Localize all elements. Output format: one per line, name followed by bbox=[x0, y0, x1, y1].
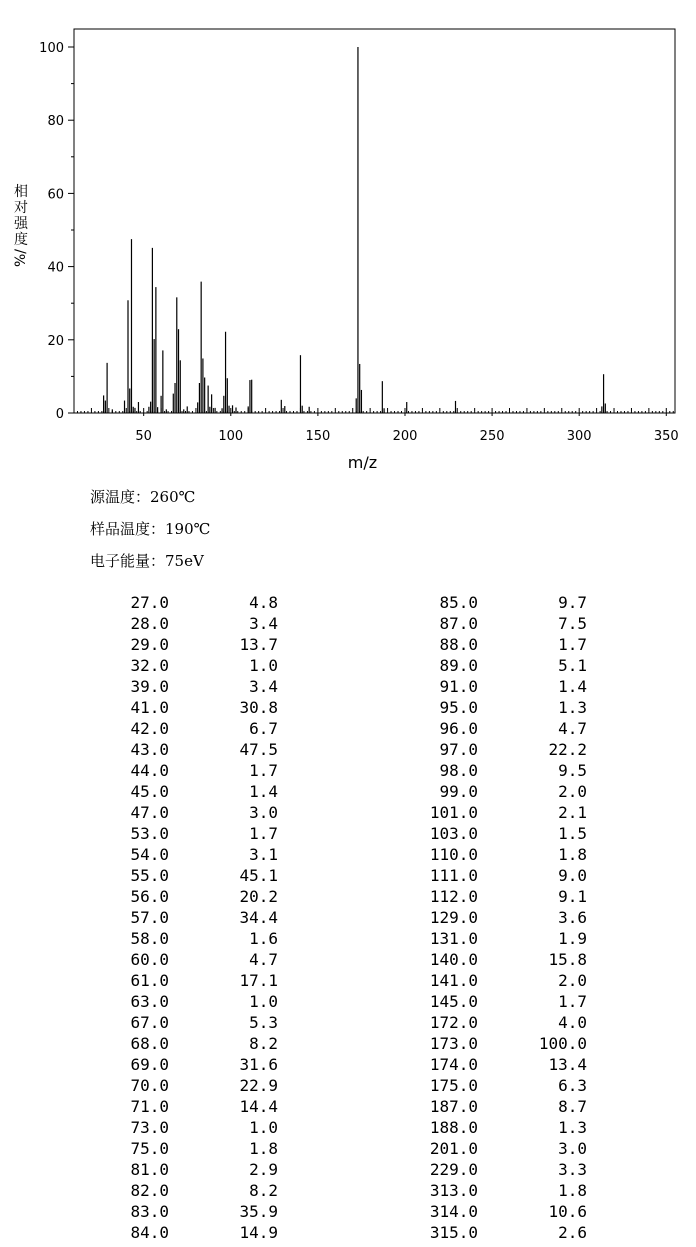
y-tick-label: 20 bbox=[47, 333, 64, 349]
intensity-value: 8.7 bbox=[558, 1097, 587, 1116]
intensity-value: 14.4 bbox=[239, 1097, 278, 1116]
mz-value: 69.0 bbox=[130, 1055, 169, 1074]
mz-value: 39.0 bbox=[130, 677, 169, 696]
mz-value: 172.0 bbox=[429, 1013, 478, 1032]
table-row bbox=[0, 1180, 696, 1201]
mz-value: 173.0 bbox=[429, 1034, 478, 1053]
intensity-value: 1.6 bbox=[249, 929, 278, 948]
x-tick-label: 350 bbox=[653, 429, 679, 444]
intensity-value: 14.9 bbox=[239, 1223, 278, 1242]
intensity-value: 8.2 bbox=[249, 1181, 278, 1200]
intensity-value: 9.7 bbox=[558, 593, 587, 612]
intensity-value: 45.1 bbox=[239, 866, 278, 885]
mz-value: 96.0 bbox=[439, 719, 478, 738]
mz-value: 129.0 bbox=[429, 908, 478, 927]
mz-value: 63.0 bbox=[130, 992, 169, 1011]
intensity-value: 3.3 bbox=[558, 1160, 587, 1179]
x-tick-label: 150 bbox=[305, 429, 331, 444]
intensity-value: 15.8 bbox=[548, 950, 587, 969]
intensity-value: 1.4 bbox=[558, 677, 587, 696]
table-row bbox=[0, 613, 696, 634]
intensity-value: 1.8 bbox=[558, 1181, 587, 1200]
mz-value: 175.0 bbox=[429, 1076, 478, 1095]
mz-value: 41.0 bbox=[130, 698, 169, 717]
mz-value: 45.0 bbox=[130, 782, 169, 801]
intensity-value: 1.7 bbox=[558, 635, 587, 654]
table-row bbox=[0, 739, 696, 760]
table-row bbox=[0, 802, 696, 823]
electron-energy: 电子能量：75eV bbox=[90, 552, 204, 570]
mass-spectrum-chart bbox=[0, 0, 696, 480]
x-tick-label: 200 bbox=[392, 429, 418, 444]
intensity-value: 1.7 bbox=[249, 761, 278, 780]
mz-value: 101.0 bbox=[429, 803, 478, 822]
mz-value: 88.0 bbox=[439, 635, 478, 654]
mz-value: 315.0 bbox=[429, 1223, 478, 1242]
mz-value: 56.0 bbox=[130, 887, 169, 906]
intensity-value: 1.8 bbox=[558, 845, 587, 864]
measurement-conditions bbox=[90, 484, 210, 580]
intensity-value: 1.0 bbox=[249, 1118, 278, 1137]
table-row bbox=[0, 1012, 696, 1033]
y-axis-label-char: %/ bbox=[13, 248, 29, 268]
intensity-value: 1.9 bbox=[558, 929, 587, 948]
intensity-value: 5.3 bbox=[249, 1013, 278, 1032]
mz-value: 201.0 bbox=[429, 1139, 478, 1158]
intensity-value: 22.9 bbox=[239, 1076, 278, 1095]
table-row bbox=[0, 823, 696, 844]
table-row bbox=[0, 1054, 696, 1075]
intensity-value: 1.8 bbox=[249, 1139, 278, 1158]
intensity-value: 3.6 bbox=[558, 908, 587, 927]
intensity-value: 30.8 bbox=[239, 698, 278, 717]
mz-value: 54.0 bbox=[130, 845, 169, 864]
y-axis-label-char: 强 bbox=[14, 216, 28, 232]
intensity-value: 2.0 bbox=[558, 971, 587, 990]
sample-temperature: 样品温度：190℃ bbox=[90, 520, 211, 538]
mz-value: 145.0 bbox=[429, 992, 478, 1011]
mz-value: 47.0 bbox=[130, 803, 169, 822]
intensity-value: 3.0 bbox=[249, 803, 278, 822]
intensity-value: 4.8 bbox=[249, 593, 278, 612]
table-row bbox=[0, 886, 696, 907]
source-temperature: 源温度：260℃ bbox=[90, 488, 196, 506]
x-axis-label: m/z bbox=[347, 453, 378, 472]
mz-value: 44.0 bbox=[130, 761, 169, 780]
intensity-value: 20.2 bbox=[239, 887, 278, 906]
intensity-value: 5.1 bbox=[558, 656, 587, 675]
x-tick-label: 250 bbox=[479, 429, 505, 444]
intensity-value: 1.0 bbox=[249, 656, 278, 675]
table-row bbox=[0, 634, 696, 655]
table-row bbox=[0, 1201, 696, 1222]
y-axis-label-char: 度 bbox=[14, 232, 28, 248]
mz-value: 68.0 bbox=[130, 1034, 169, 1053]
intensity-value: 17.1 bbox=[239, 971, 278, 990]
mz-value: 82.0 bbox=[130, 1181, 169, 1200]
intensity-value: 13.7 bbox=[239, 635, 278, 654]
x-tick-label: 50 bbox=[135, 429, 152, 444]
y-tick-label: 80 bbox=[47, 114, 64, 130]
intensity-value: 2.9 bbox=[249, 1160, 278, 1179]
intensity-value: 6.3 bbox=[558, 1076, 587, 1095]
table-row bbox=[0, 1159, 696, 1180]
mz-value: 314.0 bbox=[429, 1202, 478, 1221]
mz-value: 174.0 bbox=[429, 1055, 478, 1074]
intensity-value: 9.1 bbox=[558, 887, 587, 906]
mz-value: 187.0 bbox=[429, 1097, 478, 1116]
intensity-value: 1.0 bbox=[249, 992, 278, 1011]
mz-value: 28.0 bbox=[130, 614, 169, 633]
intensity-value: 10.6 bbox=[548, 1202, 587, 1221]
table-row bbox=[0, 865, 696, 886]
intensity-value: 13.4 bbox=[548, 1055, 587, 1074]
intensity-value: 9.0 bbox=[558, 866, 587, 885]
mz-value: 58.0 bbox=[130, 929, 169, 948]
table-row bbox=[0, 844, 696, 865]
mz-value: 111.0 bbox=[429, 866, 478, 885]
intensity-value: 3.1 bbox=[249, 845, 278, 864]
mz-value: 73.0 bbox=[130, 1118, 169, 1137]
mz-value: 81.0 bbox=[130, 1160, 169, 1179]
mz-value: 98.0 bbox=[439, 761, 478, 780]
intensity-value: 1.7 bbox=[249, 824, 278, 843]
x-tick-label: 100 bbox=[218, 429, 244, 444]
mz-value: 89.0 bbox=[439, 656, 478, 675]
intensity-value: 3.0 bbox=[558, 1139, 587, 1158]
mz-value: 84.0 bbox=[130, 1223, 169, 1242]
mz-value: 43.0 bbox=[130, 740, 169, 759]
intensity-value: 8.2 bbox=[249, 1034, 278, 1053]
intensity-value: 3.4 bbox=[249, 677, 278, 696]
y-tick-label: 0 bbox=[55, 407, 64, 422]
mz-value: 97.0 bbox=[439, 740, 478, 759]
mz-value: 42.0 bbox=[130, 719, 169, 738]
plot-frame bbox=[74, 29, 675, 413]
intensity-value: 3.4 bbox=[249, 614, 278, 633]
intensity-value: 2.0 bbox=[558, 782, 587, 801]
mz-value: 140.0 bbox=[429, 950, 478, 969]
mz-value: 29.0 bbox=[130, 635, 169, 654]
table-row bbox=[0, 1138, 696, 1159]
mz-value: 188.0 bbox=[429, 1118, 478, 1137]
intensity-value: 7.5 bbox=[558, 614, 587, 633]
intensity-value: 1.3 bbox=[558, 698, 587, 717]
intensity-value: 31.6 bbox=[239, 1055, 278, 1074]
intensity-value: 1.4 bbox=[249, 782, 278, 801]
mz-value: 71.0 bbox=[130, 1097, 169, 1116]
table-row bbox=[0, 1033, 696, 1054]
mz-value: 95.0 bbox=[439, 698, 478, 717]
mz-value: 75.0 bbox=[130, 1139, 169, 1158]
y-axis-label-char: 对 bbox=[14, 200, 28, 216]
intensity-value: 2.1 bbox=[558, 803, 587, 822]
table-row bbox=[0, 592, 696, 613]
mz-value: 103.0 bbox=[429, 824, 478, 843]
mz-value: 32.0 bbox=[130, 656, 169, 675]
table-row bbox=[0, 949, 696, 970]
table-row bbox=[0, 970, 696, 991]
mz-value: 70.0 bbox=[130, 1076, 169, 1095]
mz-value: 229.0 bbox=[429, 1160, 478, 1179]
mz-value: 313.0 bbox=[429, 1181, 478, 1200]
intensity-value: 1.3 bbox=[558, 1118, 587, 1137]
table-row bbox=[0, 655, 696, 676]
intensity-value: 100.0 bbox=[538, 1034, 587, 1053]
mz-value: 110.0 bbox=[429, 845, 478, 864]
intensity-value: 1.7 bbox=[558, 992, 587, 1011]
mz-value: 131.0 bbox=[429, 929, 478, 948]
mz-value: 60.0 bbox=[130, 950, 169, 969]
table-row bbox=[0, 1117, 696, 1138]
y-tick-label: 60 bbox=[47, 187, 64, 203]
table-row bbox=[0, 1075, 696, 1096]
y-tick-label: 100 bbox=[39, 41, 64, 56]
x-tick-label: 300 bbox=[566, 429, 592, 444]
table-row bbox=[0, 907, 696, 928]
table-row bbox=[0, 928, 696, 949]
mz-value: 27.0 bbox=[130, 593, 169, 612]
table-row bbox=[0, 991, 696, 1012]
y-axis-label bbox=[10, 184, 32, 266]
mz-value: 83.0 bbox=[130, 1202, 169, 1221]
mz-value: 57.0 bbox=[130, 908, 169, 927]
mz-value: 67.0 bbox=[130, 1013, 169, 1032]
intensity-value: 2.6 bbox=[558, 1223, 587, 1242]
mz-value: 87.0 bbox=[439, 614, 478, 633]
mz-value: 91.0 bbox=[439, 677, 478, 696]
mz-value: 61.0 bbox=[130, 971, 169, 990]
intensity-value: 4.7 bbox=[558, 719, 587, 738]
intensity-value: 34.4 bbox=[239, 908, 278, 927]
mz-value: 99.0 bbox=[439, 782, 478, 801]
table-row bbox=[0, 718, 696, 739]
intensity-value: 22.2 bbox=[548, 740, 587, 759]
y-tick-label: 40 bbox=[47, 260, 64, 276]
y-axis-label-char: 相 bbox=[14, 184, 28, 200]
mz-value: 53.0 bbox=[130, 824, 169, 843]
intensity-value: 47.5 bbox=[239, 740, 278, 759]
table-row bbox=[0, 676, 696, 697]
intensity-value: 9.5 bbox=[558, 761, 587, 780]
mz-value: 112.0 bbox=[429, 887, 478, 906]
intensity-value: 6.7 bbox=[249, 719, 278, 738]
table-row bbox=[0, 781, 696, 802]
table-row bbox=[0, 697, 696, 718]
intensity-value: 35.9 bbox=[239, 1202, 278, 1221]
intensity-value: 1.5 bbox=[558, 824, 587, 843]
mz-value: 55.0 bbox=[130, 866, 169, 885]
mz-value: 141.0 bbox=[429, 971, 478, 990]
table-row bbox=[0, 1222, 696, 1243]
intensity-value: 4.7 bbox=[249, 950, 278, 969]
table-row bbox=[0, 760, 696, 781]
mz-value: 85.0 bbox=[439, 593, 478, 612]
intensity-value: 4.0 bbox=[558, 1013, 587, 1032]
table-row bbox=[0, 1096, 696, 1117]
